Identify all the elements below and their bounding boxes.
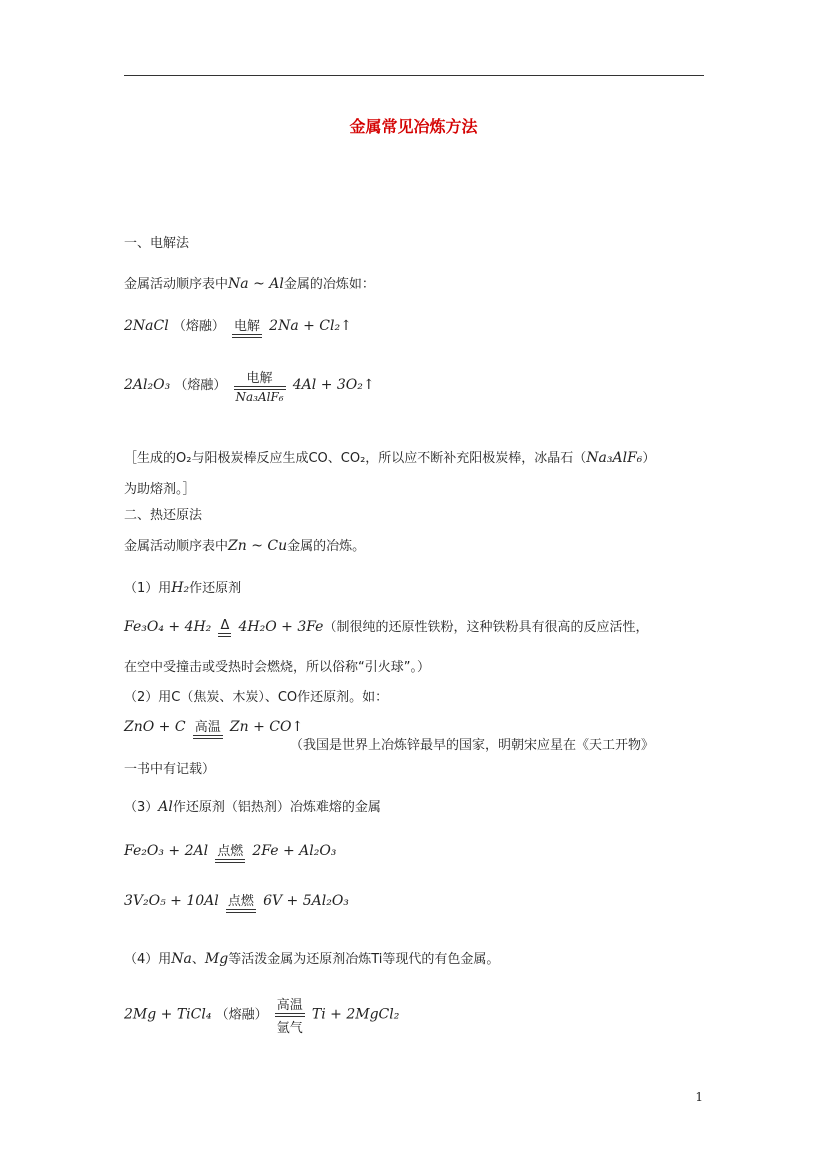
eq5-left: Fe₂O₃ + 2Al [124,843,209,859]
p4-sep: 、 [191,952,205,967]
eq5-right: 2Fe + Al₂O₃ [252,843,337,859]
p4-reagent-1: Na [171,951,192,967]
p4-b: 等活泼金属为还原剂冶炼Ti等现代的有色金属。 [228,952,500,967]
page-title: 金属常见冶炼方法 [349,117,478,136]
eq7-left: 2Mg + TiCl₄ [124,1006,212,1023]
eq4-condition [193,716,223,739]
sec2-intro [124,535,365,554]
sec2-item-2: （2）用C（焦炭、木炭）、CO作还原剂。如： [124,690,389,705]
eq3-right: 4H₂O + 3Fe [238,619,324,635]
page-number: 1 [695,1090,703,1104]
eq7-state: （熔融） [215,1007,268,1023]
eq4-note-line2: 一书中有记载） [124,762,216,777]
eq3-equals-sign [218,633,231,637]
eq4-equals-sign [193,735,223,739]
equation-4 [124,716,303,739]
equation-1 [124,315,352,338]
sec2-item-3 [124,796,381,815]
eq4-right: Zn + CO↑ [229,719,304,735]
equation-6 [124,890,349,913]
sec1-intro-b: 金属的冶炼如： [283,277,375,292]
eq6-cond-top: 点燃 [227,894,254,909]
sec1-note-a: ［生成的O₂与阳极炭棒反应生成CO、CO₂，所以应不断补充阳极炭棒，冰晶石（ [124,451,587,466]
eq6-right: 6V + 5Al₂O₃ [263,893,349,909]
p3-reagent: Al [158,799,173,815]
eq2-condition [234,367,286,404]
p4-a: （4）用 [124,952,172,967]
p1-reagent: H₂ [171,580,190,596]
p4-reagent-2: Mg [204,951,229,967]
eq1-left: 2NaCl [124,318,169,334]
eq1-state: （熔融） [172,319,225,334]
eq4-cond-top: 高温 [194,720,221,735]
sec2-item-4 [124,948,499,967]
eq1-right: 2Na + Cl₂↑ [269,318,352,334]
sec1-intro-a: 金属活动顺序表中 [124,277,229,292]
eq2-right: 4Al + 3O₂↑ [292,377,375,393]
section-heading-thermal-reduction: 二、热还原法 [124,508,203,523]
equation-3 [124,616,648,637]
eq6-left: 3V₂O₅ + 10Al [124,893,219,909]
sec2-intro-a: 金属活动顺序表中 [124,539,229,554]
sec1-note-line1 [124,447,655,466]
eq4-note-line1: （我国是世界上冶炼锌最早的国家，明朝宋应星在《天工开物》 [290,738,655,753]
sec1-note-formula: Na₃AlF₆ [586,450,643,466]
equation-2 [124,367,375,404]
eq7-cond-bottom: 氩气 [276,1021,303,1036]
header-rule [124,75,704,76]
eq6-equals-sign [226,909,256,913]
p1-b: 作还原剂 [189,581,242,596]
eq2-cond-top: 电解 [246,371,273,386]
p1-a: （1）用 [124,581,172,596]
eq6-condition [226,890,256,913]
sec2-intro-range: Zn ~ Cu [228,538,288,554]
eq2-cond-bottom: Na₃AlF₆ [235,390,284,404]
sec1-note-b: ） [642,451,656,466]
sec1-intro-range: Na ~ Al [228,276,284,292]
section-heading-electrolysis: 一、电解法 [124,236,190,251]
p3-a: （3） [124,800,159,815]
eq3-left: Fe₃O₄ + 4H₂ [124,619,212,635]
p3-b: 作还原剂（铝热剂）冶炼难熔的金属 [172,800,381,815]
sec1-intro [124,273,375,292]
eq1-condition [232,315,262,338]
sec2-intro-b: 金属的冶炼。 [287,539,366,554]
eq2-state: （熔融） [174,378,227,393]
eq3-cond-top: Δ [220,618,230,633]
eq3-note-line2: 在空中受撞击或受热时会燃烧，所以俗称“引火球”。） [124,660,430,675]
eq5-cond-top: 点燃 [217,844,244,859]
eq1-equals-sign [232,334,262,338]
eq3-note-a: （制很纯的还原性铁粉，这种铁粉具有很高的反应活性， [323,620,649,635]
sec1-note-line2: 为助熔剂。］ [124,482,196,497]
equation-7 [124,994,399,1036]
eq5-condition [215,840,245,863]
eq7-right: Ti + 2MgCl₂ [311,1006,400,1023]
eq3-condition [218,618,231,637]
equation-5 [124,840,336,863]
eq7-condition [275,994,305,1036]
eq1-cond-top: 电解 [234,319,261,334]
eq7-cond-top: 高温 [276,998,303,1013]
eq4-left: ZnO + C [124,719,186,735]
eq2-left: 2Al₂O₃ [124,377,171,393]
sec2-item-1 [124,577,241,596]
eq5-equals-sign [215,859,245,863]
